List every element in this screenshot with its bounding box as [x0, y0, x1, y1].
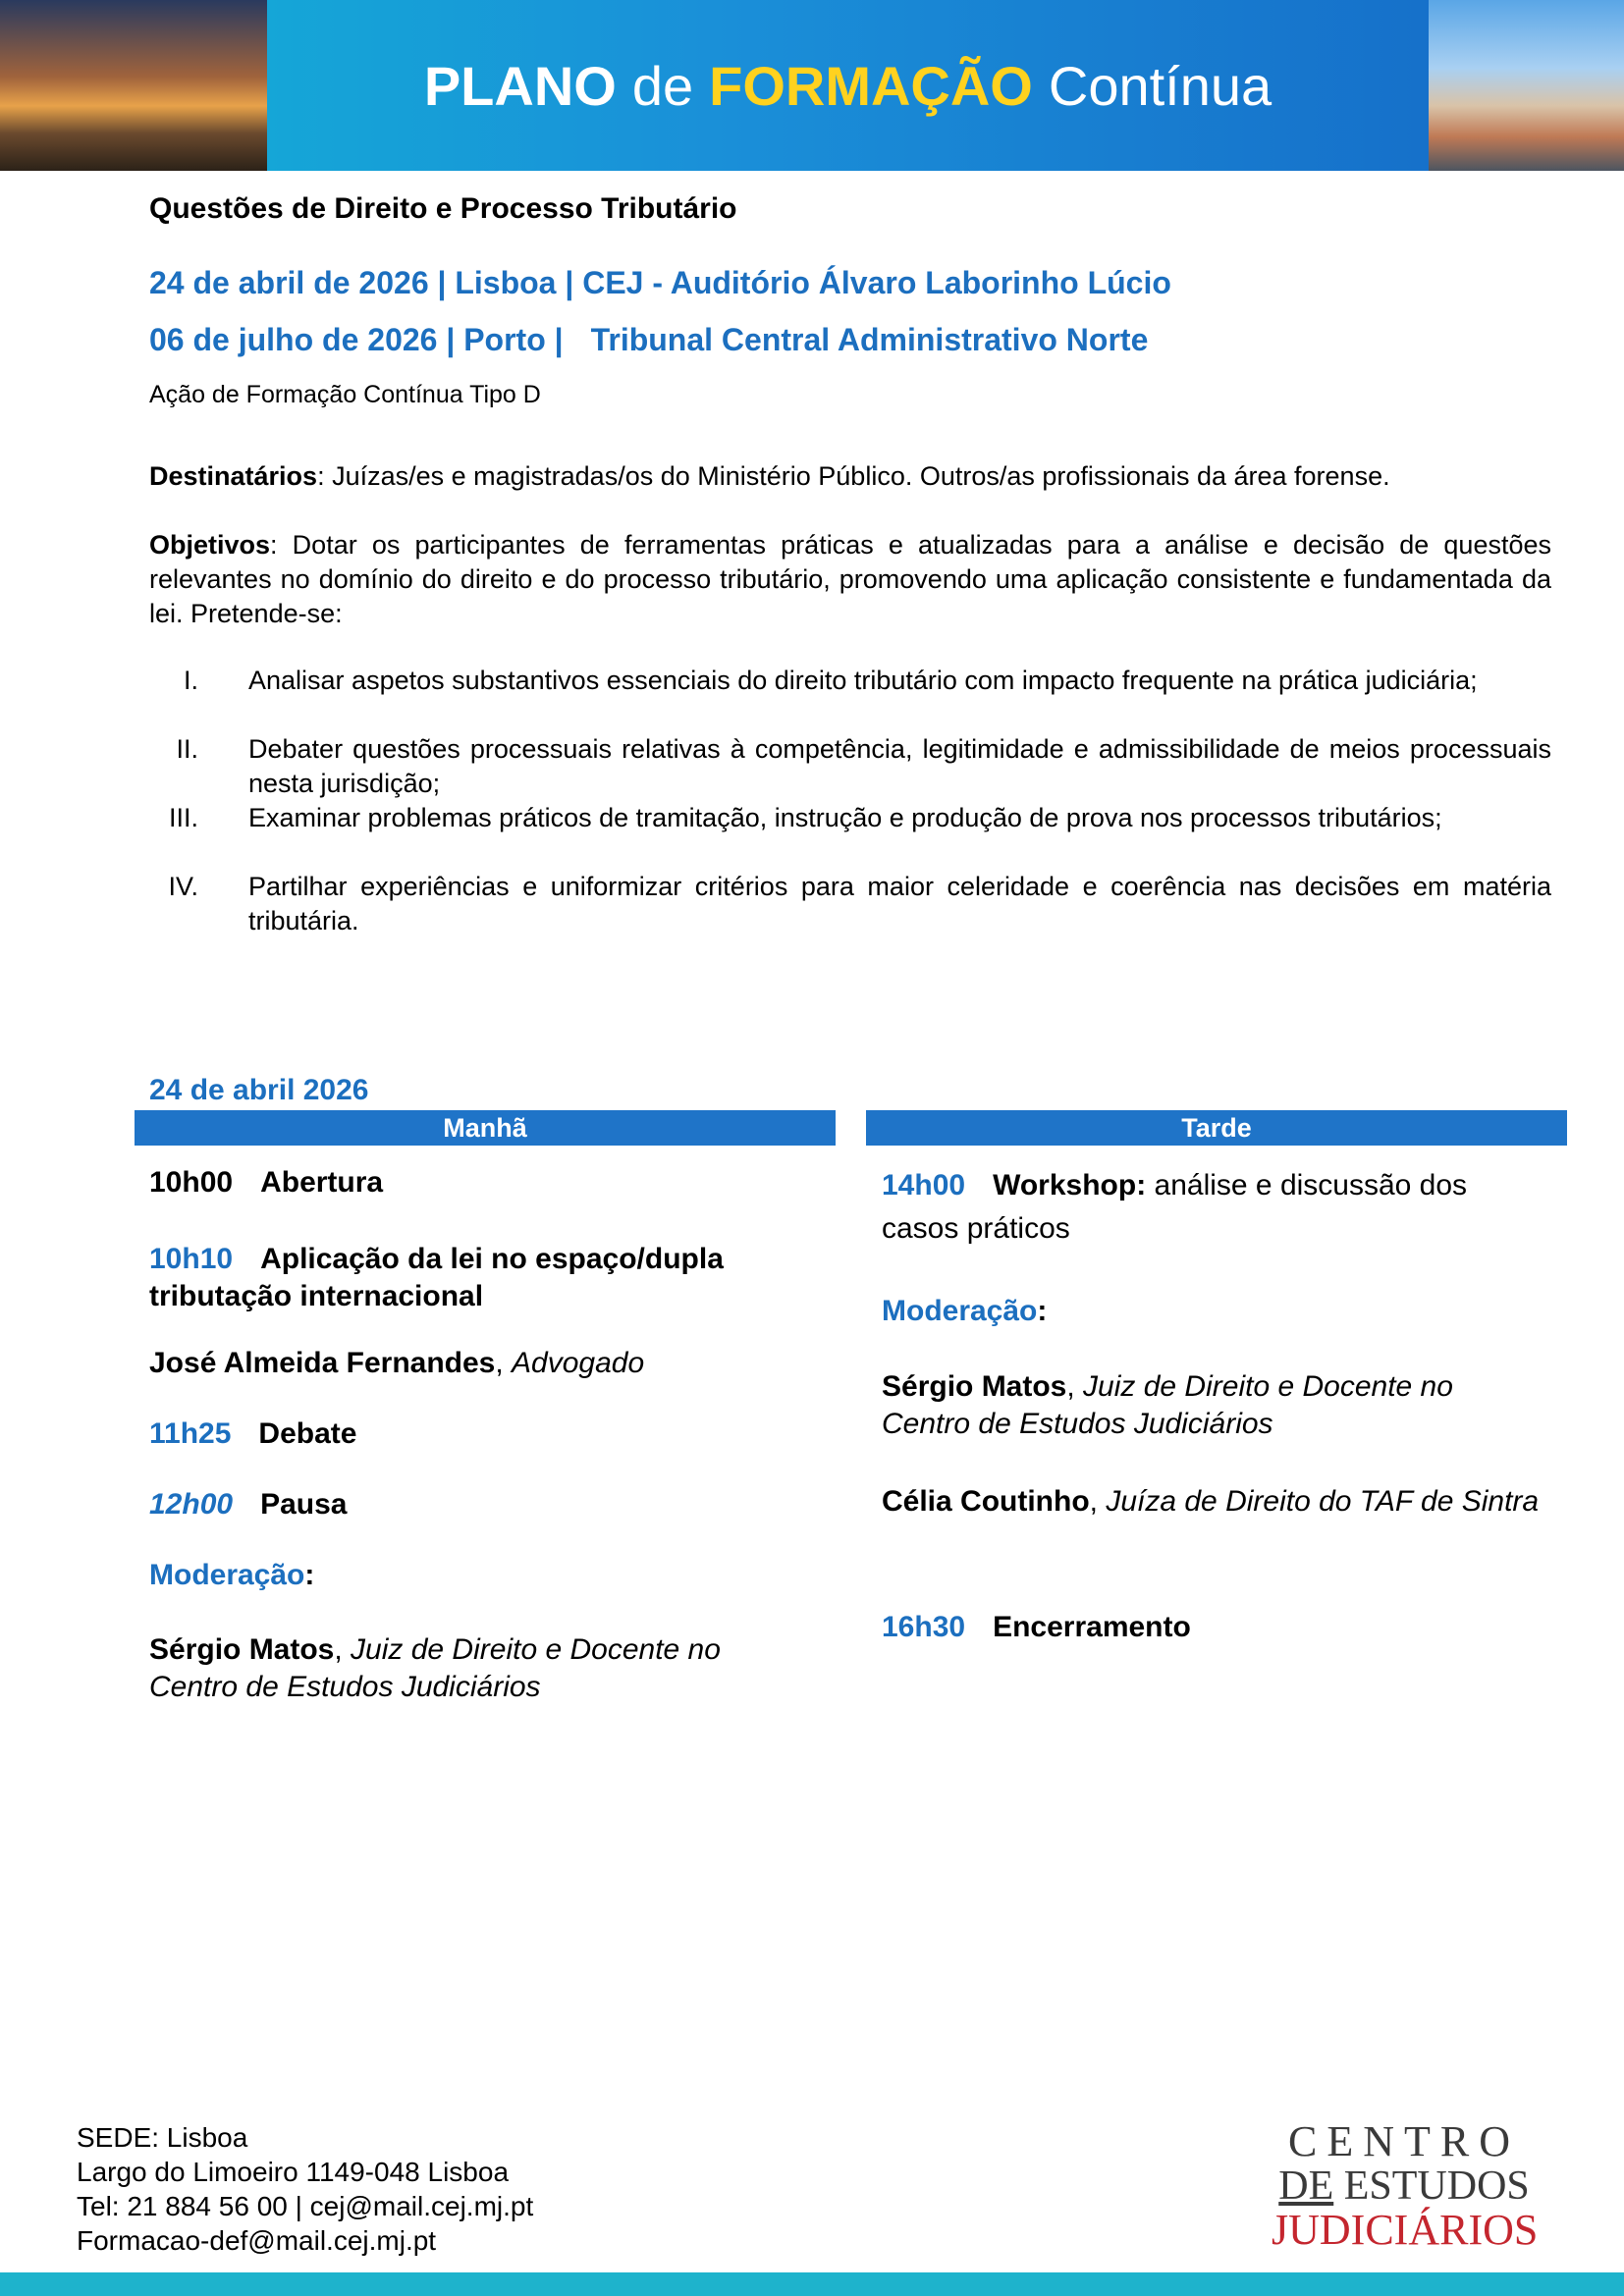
- moderator-name: Sérgio Matos: [882, 1370, 1067, 1403]
- footer-email: Formacao-def@mail.cej.mj.pt: [77, 2225, 437, 2256]
- header-photo-building: [1429, 0, 1624, 171]
- header-photo-sunset: [0, 0, 267, 171]
- footer-line: Largo do Limoeiro 1149-048 Lisboa: [77, 2157, 510, 2187]
- footer-bar: [0, 2272, 1624, 2296]
- time: 14h00: [882, 1169, 966, 1201]
- afternoon-header: Tarde: [866, 1110, 1567, 1146]
- moderator-name: Sérgio Matos: [149, 1633, 335, 1666]
- objectives-list: [110, 664, 1583, 938]
- moderator-name: Célia Coutinho: [882, 1485, 1090, 1518]
- speaker-role: Advogado: [512, 1347, 645, 1379]
- activity: Pausa: [260, 1488, 348, 1521]
- footer-line: Tel: 21 884 56 00 | cej@mail.cej.mj.pt: [77, 2191, 534, 2221]
- header-banner: [0, 0, 1624, 171]
- header-word-continua: Contínua: [1048, 54, 1272, 117]
- moderation-label: Moderação:: [882, 1295, 1048, 1327]
- activity-bold: Workshop:: [993, 1169, 1147, 1201]
- course-title: Questões de Direito e Processo Tributário: [149, 192, 737, 225]
- logo-line-centro: CENTRO: [1288, 2117, 1520, 2165]
- program-date: 24 de abril 2026: [149, 1074, 369, 1106]
- cej-logo: [1272, 2117, 1539, 2258]
- session-porto-date: 06 de julho de 2026 | Porto |: [149, 322, 564, 357]
- course-type: Ação de Formação Contínua Tipo D: [149, 381, 541, 408]
- activity: Encerramento: [993, 1611, 1191, 1643]
- speaker: José Almeida Fernandes, Advogado: [149, 1347, 645, 1379]
- footer-line: SEDE: Lisboa: [77, 2122, 248, 2153]
- destinatarios-text: : Juízas/es e magistradas/os do Ministério Público. Outros/as profissionais da área forense.: [317, 461, 1390, 491]
- time: 16h30: [882, 1611, 966, 1643]
- time: 12h00: [149, 1488, 234, 1521]
- speaker-name: José Almeida Fernandes: [149, 1347, 496, 1379]
- activity: Debate: [258, 1417, 357, 1450]
- schedule-item: [149, 1164, 383, 1201]
- list-text: Partilhar experiências e uniformizar critérios para maior celeridade e coerência nas decisões em matéria tributária.: [248, 872, 1551, 935]
- time: 10h00: [149, 1166, 234, 1199]
- schedule-item: [882, 1606, 1191, 1649]
- schedule-item: [149, 1486, 347, 1523]
- objetivos: [149, 528, 1551, 631]
- activity: Abertura: [260, 1166, 384, 1199]
- list-number: III.: [168, 803, 198, 832]
- list-text: Examinar problemas práticos de tramitação, instrução e produção de prova nos processos tributários;: [248, 803, 1442, 832]
- schedule-item: [149, 1415, 356, 1453]
- list-text: Analisar aspetos substantivos essenciais do direito tributário com impacto frequente na prática judiciária;: [248, 666, 1478, 695]
- session-porto: [149, 322, 1148, 358]
- time: 11h25: [149, 1417, 232, 1450]
- morning-header: Manhã: [135, 1110, 836, 1146]
- footer-address: [77, 2120, 533, 2258]
- time: 10h10: [149, 1243, 234, 1275]
- session-porto-venue: Tribunal Central Administrativo Norte: [590, 322, 1149, 357]
- moderator-role: Juiz de Direito e Docente no Centro de Estudos Judiciários: [149, 1633, 721, 1703]
- moderation-label: Moderação:: [149, 1559, 315, 1591]
- logo-line-judiciarios: JUDICIÁRIOS: [1272, 2206, 1539, 2254]
- list-number: II.: [176, 734, 198, 764]
- schedule-item: [882, 1164, 1549, 1251]
- objetivos-text: : Dotar os participantes de ferramentas práticas e atualizadas para a análise e decisão de questões relevantes no domínio do direito e do processo tributário, promovendo uma aplicação consistente e fundamentada da lei. Pretende-se:: [149, 530, 1551, 628]
- header-word-formacao: FORMAÇÃO: [709, 54, 1033, 117]
- logo-line-estudos: DE ESTUDOS: [1278, 2163, 1530, 2209]
- header-title: [267, 0, 1429, 171]
- moderator: Sérgio Matos, Juiz de Direito e Docente no Centro de Estudos Judiciários: [882, 1370, 1453, 1440]
- destinatarios-label: Destinatários: [149, 461, 318, 491]
- moderator: Célia Coutinho, Juíza de Direito do TAF de Sintra: [882, 1485, 1540, 1518]
- header-word-plano: PLANO: [423, 54, 617, 117]
- list-number: IV.: [168, 872, 198, 901]
- list-number: I.: [183, 666, 198, 695]
- header-word-de: de: [631, 54, 694, 117]
- moderator: Sérgio Matos, Juiz de Direito e Docente no Centro de Estudos Judiciários: [149, 1633, 721, 1703]
- list-text: Debater questões processuais relativas à competência, legitimidade e admissibilidade de meios processuais nesta jurisdição;: [248, 734, 1551, 798]
- moderator-role: Juíza de Direito do TAF de Sintra: [1106, 1485, 1540, 1518]
- destinatarios: [149, 459, 1551, 494]
- activity: Aplicação da lei no espaço/dupla tributação internacional: [149, 1243, 724, 1312]
- session-lisboa: 24 de abril de 2026 | Lisboa | CEJ - Auditório Álvaro Laborinho Lúcio: [149, 265, 1171, 300]
- activity-rest: análise e discussão dos casos práticos: [882, 1169, 1468, 1245]
- moderator-role: Juiz de Direito e Docente no Centro de Estudos Judiciários: [882, 1370, 1453, 1440]
- schedule-item: [149, 1241, 817, 1315]
- objetivos-label: Objetivos: [149, 530, 271, 560]
